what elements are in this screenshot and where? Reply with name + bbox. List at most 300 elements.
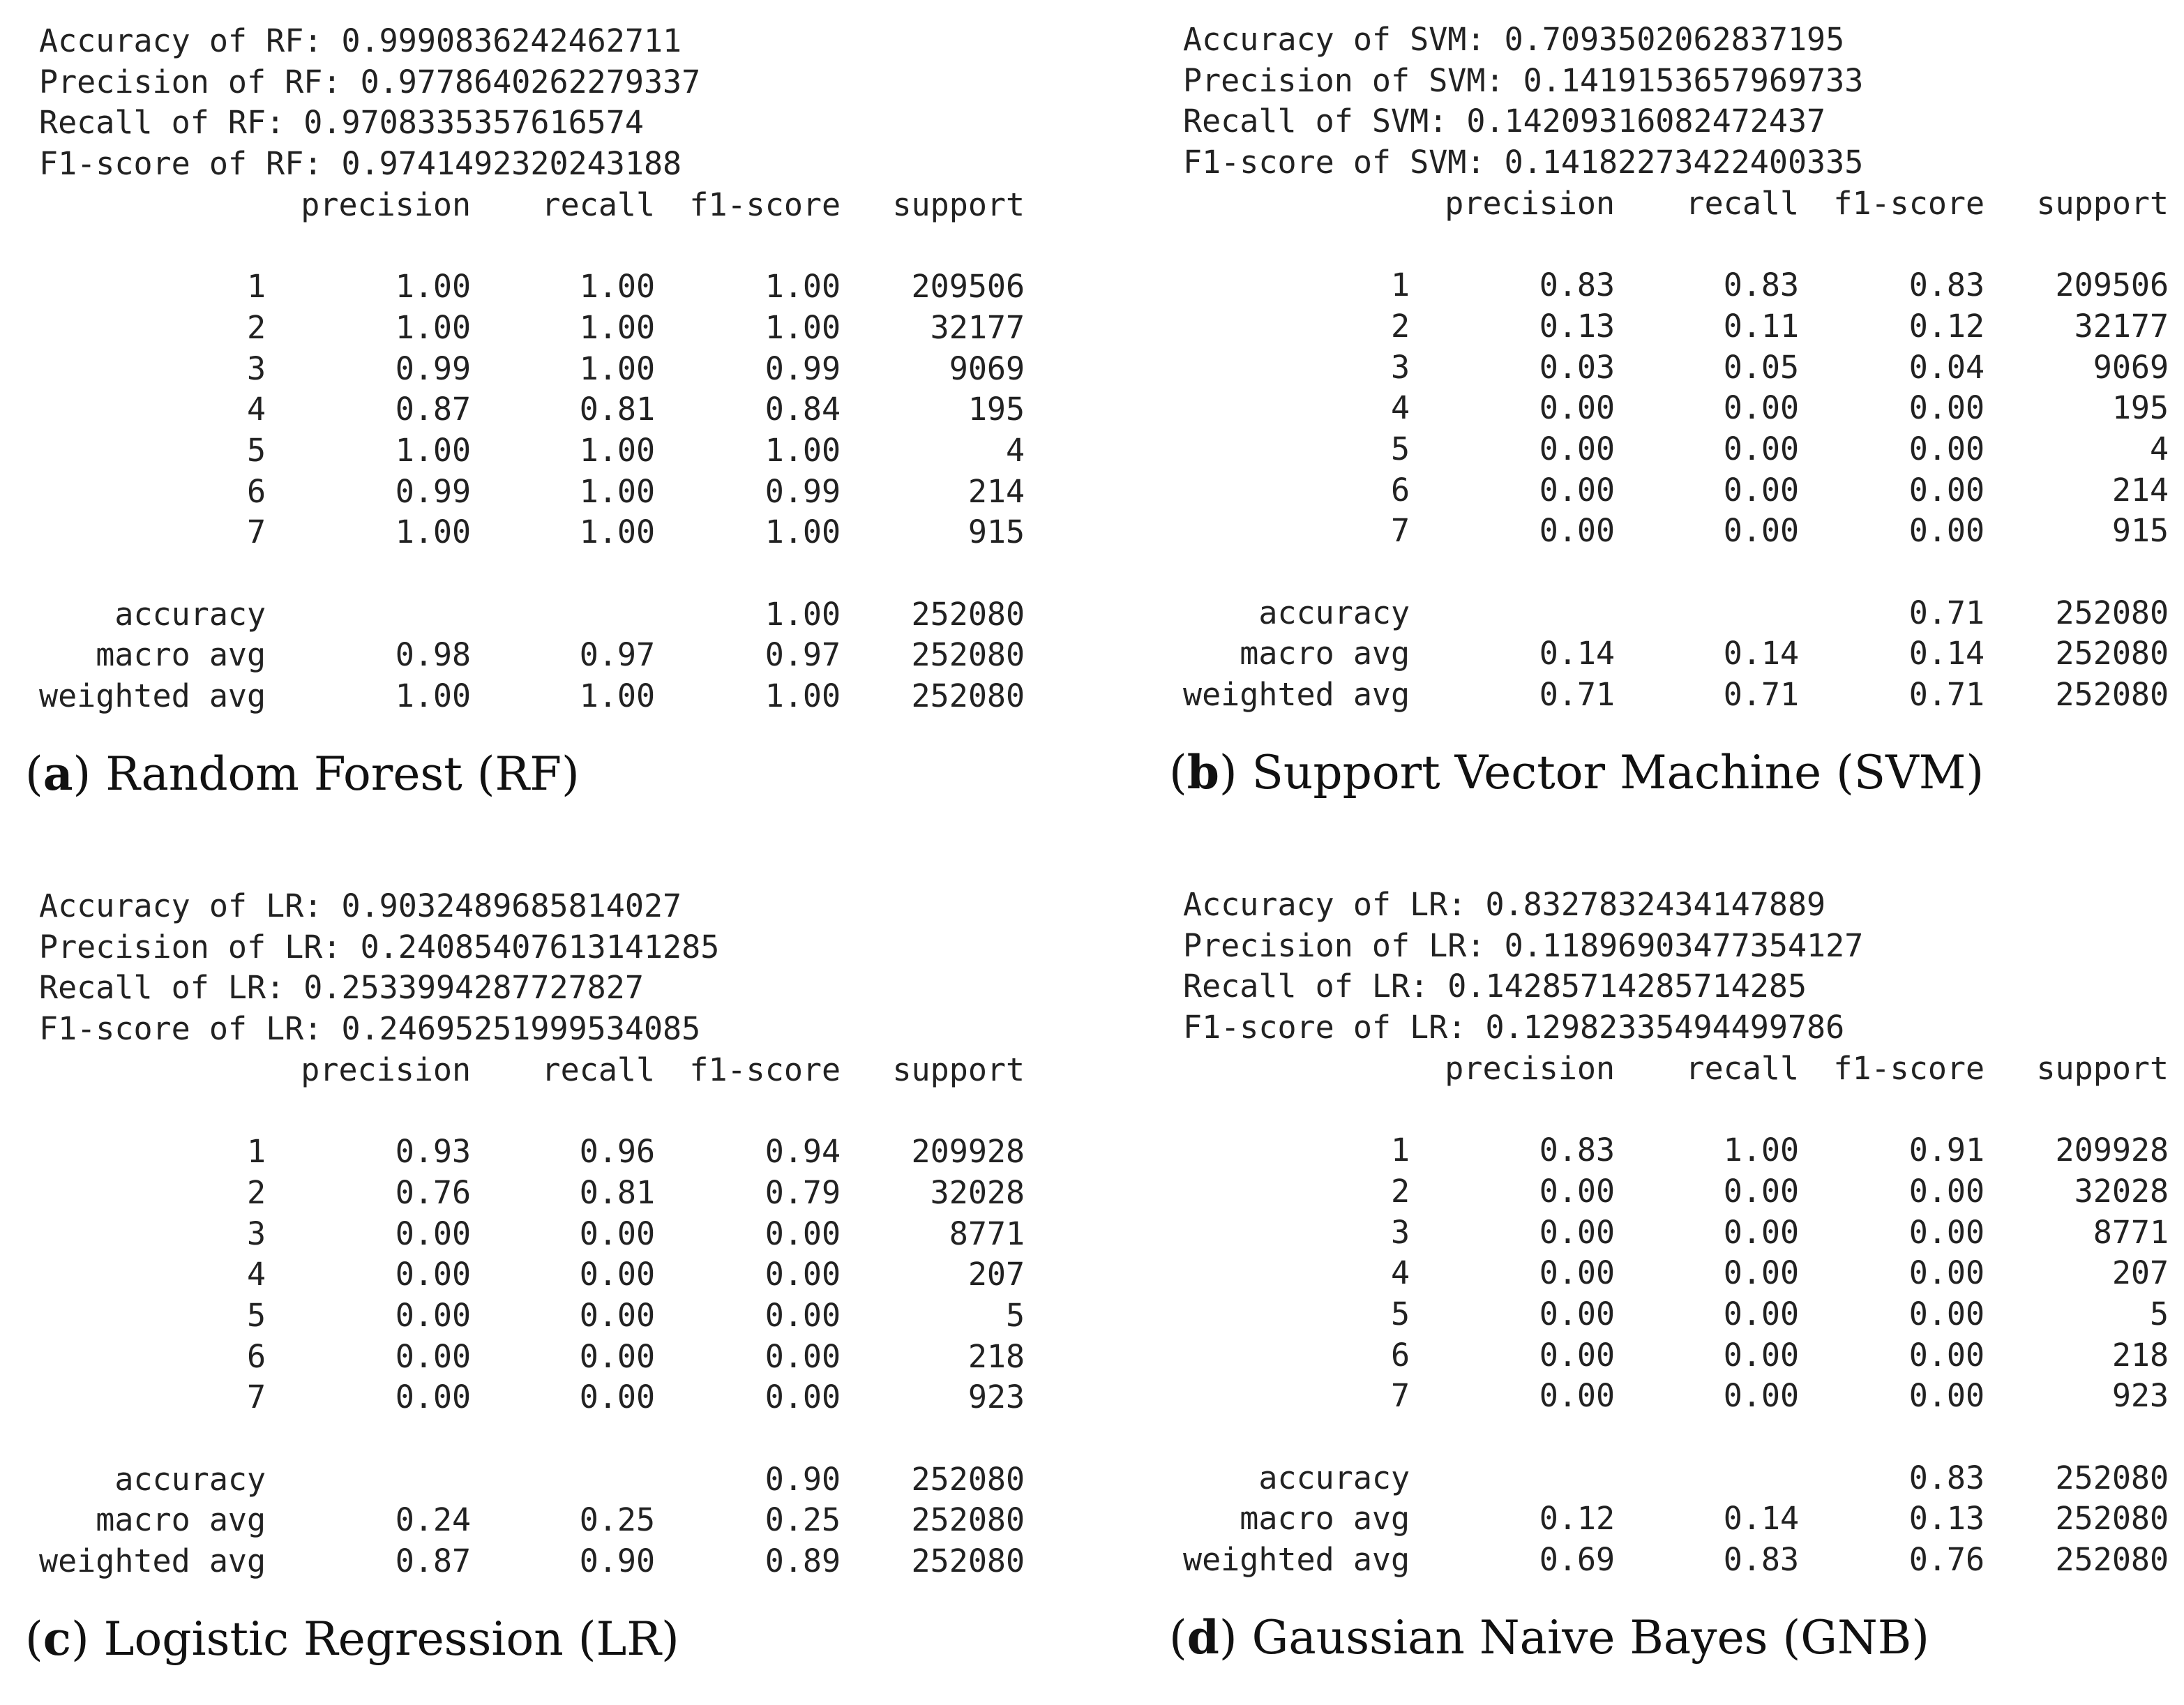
report-cell: 0.00 (1723, 471, 1800, 509)
report-cell: 207 (967, 1256, 1025, 1293)
report-cell: 0.83 (1539, 266, 1616, 304)
report-cell: 1.00 (579, 350, 656, 387)
report-cell (39, 185, 266, 226)
report-cell: 2 (1391, 307, 1410, 345)
console-output (39, 886, 1025, 1582)
report-cell: support (2036, 1049, 2169, 1087)
class-row (1183, 1294, 2169, 1335)
report-cell: 5 (1006, 1296, 1025, 1334)
class-row (39, 1214, 1025, 1255)
report-cell: 1.00 (395, 677, 472, 715)
report-cell: 0.25 (579, 1501, 656, 1539)
panel-caption: (a) Random Forest (RF) (25, 746, 580, 801)
class-row (1183, 265, 2169, 306)
report-cell: macro avg (1240, 1500, 1410, 1538)
report-cell: 5 (1391, 430, 1410, 467)
report-cell: 0.71 (1723, 676, 1800, 714)
report-cell: 0.76 (395, 1173, 472, 1211)
report-cell: 2 (1391, 1172, 1410, 1210)
blank-line (39, 553, 1025, 594)
report-cell: 252080 (2055, 676, 2169, 714)
report-cell: 0.00 (1723, 389, 1800, 427)
class-row (39, 472, 1025, 513)
panel-svm (1169, 20, 2184, 799)
report-cell: 0.00 (1539, 1336, 1616, 1374)
average-row (1183, 633, 2169, 675)
report-cell: 9069 (2093, 348, 2169, 386)
report-cell: 5 (2150, 1295, 2169, 1332)
report-cell: 0.90 (765, 1460, 841, 1498)
report-cell: 2 (247, 308, 266, 346)
report-cell: 0.99 (395, 472, 472, 510)
report-header-row (1183, 1049, 2169, 1090)
report-cell: 0.00 (395, 1296, 472, 1334)
blank-line (39, 225, 1025, 266)
report-cell: 0.99 (765, 472, 841, 510)
report-cell: 214 (2111, 471, 2169, 509)
report-cell: 0.14 (1723, 1500, 1800, 1538)
panel-lr (25, 886, 1092, 1666)
report-cell: 1.00 (579, 472, 656, 510)
report-cell: 1.00 (395, 431, 472, 469)
classification-report (1183, 1049, 2169, 1581)
report-cell: 252080 (2055, 1500, 2169, 1538)
class-row (39, 1377, 1025, 1418)
class-row (1183, 1253, 2169, 1294)
console-output (1183, 885, 2169, 1581)
report-cell: 1 (247, 1133, 266, 1171)
report-cell: 1 (1391, 1132, 1410, 1169)
report-cell: 0.04 (1908, 348, 1985, 386)
report-cell: 4 (247, 391, 266, 428)
report-cell: 0.00 (1539, 471, 1616, 509)
report-cell (1183, 1049, 1410, 1090)
report-cell: 0.00 (1908, 1213, 1985, 1251)
report-cell: 0.93 (395, 1133, 472, 1171)
report-cell: f1-score (689, 186, 841, 223)
report-cell: 1.00 (765, 677, 841, 715)
report-cell: 0.00 (395, 1256, 472, 1293)
report-cell: 4 (247, 1256, 266, 1293)
report-cell: 0.71 (1539, 676, 1616, 714)
report-cell: 0.69 (1539, 1541, 1616, 1579)
report-cell: 4 (1006, 431, 1025, 469)
report-cell: 0.00 (579, 1296, 656, 1334)
average-row (39, 635, 1025, 676)
class-row (39, 1295, 1025, 1337)
panel-rf (25, 21, 1092, 801)
report-cell: 0.00 (1723, 1254, 1800, 1292)
report-cell: 1.00 (765, 595, 841, 633)
report-cell: 0.00 (579, 1215, 656, 1252)
report-cell: weighted avg (1183, 1541, 1410, 1579)
report-cell: 32028 (930, 1173, 1025, 1211)
report-cell: 4 (1391, 1254, 1410, 1292)
report-cell: 0.79 (765, 1173, 841, 1211)
report-cell: 0.00 (1908, 471, 1985, 509)
report-cell (1410, 593, 1615, 634)
report-cell: 6 (1391, 471, 1410, 509)
average-row (39, 594, 1025, 636)
caption-letter: a (43, 746, 73, 801)
class-row (39, 266, 1025, 308)
report-cell: 1.00 (579, 308, 656, 346)
report-cell (266, 1459, 471, 1501)
report-cell: precision (301, 186, 472, 223)
class-row (1183, 470, 2169, 511)
report-cell: 0.91 (1908, 1132, 1985, 1169)
panel-caption: (d) Gaussian Naive Bayes (GNB) (1169, 1610, 1929, 1665)
report-cell: precision (1445, 184, 1616, 222)
report-cell: recall (1685, 184, 1800, 222)
report-cell: 1.00 (579, 677, 656, 715)
report-cell: 1.00 (765, 308, 841, 346)
report-cell: 3 (247, 1215, 266, 1252)
report-cell: 0.14 (1908, 635, 1985, 673)
report-cell: 0.81 (579, 1173, 656, 1211)
metric-summary-line: Recall of LR: 0.2533994287727827 (39, 969, 644, 1007)
average-row (1183, 1499, 2169, 1540)
blank-cell (1183, 1089, 2169, 1130)
report-cell: 6 (1391, 1336, 1410, 1374)
console-output (1183, 20, 2169, 716)
report-cell: 0.00 (395, 1215, 472, 1252)
report-cell: 0.00 (1723, 512, 1800, 550)
report-cell: 8771 (949, 1215, 1025, 1252)
class-row (1183, 1130, 2169, 1171)
class-row (1183, 1212, 2169, 1254)
metric-summary-line: Accuracy of LR: 0.8327832434147889 (1183, 886, 1826, 923)
report-cell: 0.83 (1723, 266, 1800, 304)
panel-gnb (1169, 885, 2184, 1665)
blank-line (39, 1090, 1025, 1132)
report-cell: 0.00 (579, 1256, 656, 1293)
report-cell: 0.00 (765, 1337, 841, 1375)
report-cell: 0.97 (765, 636, 841, 674)
report-cell: 5 (247, 431, 266, 469)
metric-summary-line: Recall of LR: 0.14285714285714285 (1183, 968, 1807, 1005)
report-cell: 1.00 (395, 308, 472, 346)
blank-cell (1183, 224, 2169, 265)
class-row (39, 512, 1025, 553)
report-cell: 1.00 (765, 513, 841, 551)
class-row (39, 1173, 1025, 1214)
panel-caption: (b) Support Vector Machine (SVM) (1169, 745, 1985, 799)
report-cell: 0.25 (765, 1501, 841, 1539)
report-cell: 7 (247, 1379, 266, 1416)
metric-summary-line: Precision of LR: 0.11896903477354127 (1183, 926, 1864, 964)
report-cell: 0.00 (1539, 1213, 1616, 1251)
report-cell: 0.00 (1908, 512, 1985, 550)
report-cell: 32177 (2074, 307, 2169, 345)
report-cell: 0.00 (1908, 1377, 1985, 1415)
metric-summary-line: F1-score of RF: 0.9741492320243188 (39, 145, 682, 183)
report-cell: 0.99 (765, 350, 841, 387)
report-cell (1615, 1458, 1799, 1499)
blank-cell (1183, 552, 2169, 593)
report-header-row (1183, 183, 2169, 225)
report-cell: 0.00 (1539, 1295, 1616, 1332)
report-cell: 915 (2111, 512, 2169, 550)
report-cell: macro avg (1240, 635, 1410, 673)
class-row (1183, 511, 2169, 552)
report-cell: 0.83 (1908, 1459, 1985, 1496)
report-cell: 32028 (2074, 1172, 2169, 1210)
report-cell: 7 (1391, 1377, 1410, 1415)
report-cell: 0.00 (765, 1215, 841, 1252)
report-cell: 0.00 (579, 1337, 656, 1375)
report-cell: 0.87 (395, 1542, 472, 1580)
report-cell: 9069 (949, 350, 1025, 387)
report-cell: 4 (2150, 430, 2169, 467)
class-row (39, 349, 1025, 390)
report-cell: 0.83 (1908, 266, 1985, 304)
report-cell: 0.11 (1723, 307, 1800, 345)
average-row (1183, 1540, 2169, 1581)
report-cell: 0.96 (579, 1133, 656, 1171)
caption-letter: c (43, 1612, 71, 1666)
report-cell: 8771 (2093, 1213, 2169, 1251)
report-cell: accuracy (1258, 1459, 1410, 1496)
report-cell: 214 (967, 472, 1025, 510)
report-cell: 252080 (2055, 1541, 2169, 1579)
report-cell: 0.00 (1908, 389, 1985, 427)
report-cell: 0.00 (1539, 1377, 1616, 1415)
average-row (39, 1541, 1025, 1582)
report-cell: 0.14 (1723, 635, 1800, 673)
blank-line (1183, 1089, 2169, 1130)
report-cell: 0.24 (395, 1501, 472, 1539)
report-cell: 0.87 (395, 391, 472, 428)
metric-summary-line: Accuracy of LR: 0.9032489685814027 (39, 887, 682, 924)
report-cell: 1.00 (579, 431, 656, 469)
report-cell: 0.89 (765, 1542, 841, 1580)
report-cell: 0.00 (765, 1296, 841, 1334)
caption-letter: b (1187, 745, 1219, 799)
blank-cell (39, 225, 1025, 266)
report-cell (266, 594, 471, 636)
report-cell: 6 (247, 472, 266, 510)
report-cell (1410, 1458, 1615, 1499)
report-cell: 0.84 (765, 391, 841, 428)
report-cell: 3 (247, 350, 266, 387)
class-row (39, 1254, 1025, 1295)
report-cell: 207 (2111, 1254, 2169, 1292)
report-cell: 3 (1391, 348, 1410, 386)
report-cell: 0.00 (1723, 1213, 1800, 1251)
report-cell: f1-score (1833, 184, 1985, 222)
metric-summary-line: Precision of RF: 0.9778640262279337 (39, 63, 701, 100)
report-cell: 218 (967, 1337, 1025, 1375)
blank-cell (39, 1418, 1025, 1459)
report-cell: 3 (1391, 1213, 1410, 1251)
metric-summary-line: Recall of SVM: 0.14209316082472437 (1183, 103, 1826, 140)
blank-line (1183, 224, 2169, 265)
blank-line (39, 1418, 1025, 1459)
class-row (1183, 429, 2169, 470)
report-cell: 0.00 (1723, 1172, 1800, 1210)
report-cell: 32177 (930, 308, 1025, 346)
report-cell: 0.00 (1908, 1336, 1985, 1374)
report-cell: 252080 (911, 1460, 1025, 1498)
report-cell: 0.00 (1723, 1336, 1800, 1374)
report-cell: 0.00 (579, 1379, 656, 1416)
report-cell: 0.00 (395, 1337, 472, 1375)
class-row (1183, 306, 2169, 347)
report-cell: 0.12 (1539, 1500, 1616, 1538)
report-cell: 1.00 (395, 513, 472, 551)
report-cell: 1 (247, 268, 266, 306)
report-header-row (39, 1050, 1025, 1091)
report-cell: 923 (967, 1379, 1025, 1416)
report-cell: 0.00 (1539, 512, 1616, 550)
report-cell: 0.83 (1539, 1132, 1616, 1169)
report-cell: 252080 (911, 677, 1025, 715)
report-cell: 0.14 (1539, 635, 1616, 673)
report-cell (471, 594, 655, 636)
report-cell: 1 (1391, 266, 1410, 304)
class-row (1183, 1335, 2169, 1376)
blank-cell (39, 553, 1025, 594)
report-header-row (39, 185, 1025, 226)
report-cell: weighted avg (39, 1542, 266, 1580)
report-cell: 195 (967, 391, 1025, 428)
report-cell: 0.00 (1723, 1377, 1800, 1415)
average-row (39, 1459, 1025, 1501)
report-cell: macro avg (96, 636, 266, 674)
report-cell: weighted avg (1183, 676, 1410, 714)
classification-report (39, 185, 1025, 717)
report-cell: 1.00 (395, 268, 472, 306)
metric-summary-line: Recall of RF: 0.9708335357616574 (39, 104, 644, 142)
class-row (1183, 347, 2169, 389)
report-cell: support (892, 1051, 1025, 1088)
blank-line (1183, 552, 2169, 593)
report-cell: 0.81 (579, 391, 656, 428)
report-cell: 252080 (2055, 635, 2169, 673)
caption-letter: d (1187, 1610, 1219, 1665)
metric-summary-line: F1-score of LR: 0.12982335494499786 (1183, 1009, 1845, 1046)
report-cell: 1.00 (579, 268, 656, 306)
report-cell: 0.97 (579, 636, 656, 674)
blank-cell (1183, 1417, 2169, 1458)
report-cell: 0.00 (1723, 430, 1800, 467)
report-cell: recall (1685, 1049, 1800, 1087)
metric-summary-line: Accuracy of RF: 0.9990836242462711 (39, 22, 682, 59)
report-cell: accuracy (114, 1460, 266, 1498)
report-cell: 0.00 (1539, 389, 1616, 427)
report-cell: 252080 (911, 636, 1025, 674)
report-cell: 0.00 (1908, 1295, 1985, 1332)
report-cell: 0.05 (1723, 348, 1800, 386)
report-cell: 0.90 (579, 1542, 656, 1580)
report-cell: precision (1445, 1049, 1616, 1087)
report-cell: 0.00 (765, 1256, 841, 1293)
report-cell: 209928 (911, 1133, 1025, 1171)
report-cell: 1.00 (765, 268, 841, 306)
report-cell: 252080 (911, 1501, 1025, 1539)
class-row (1183, 1376, 2169, 1417)
caption-text: Random Forest (RF) (105, 747, 580, 801)
report-cell: 0.99 (395, 350, 472, 387)
class-row (39, 1132, 1025, 1173)
report-cell: 0.13 (1539, 307, 1616, 345)
report-cell: f1-score (689, 1051, 841, 1088)
report-cell (39, 1050, 266, 1091)
report-cell: support (2036, 184, 2169, 222)
blank-cell (39, 1090, 1025, 1132)
report-cell: 195 (2111, 389, 2169, 427)
average-row (39, 1500, 1025, 1541)
console-output (39, 21, 1025, 717)
report-cell: 0.12 (1908, 307, 1985, 345)
report-cell: f1-score (1833, 1049, 1985, 1087)
class-row (39, 389, 1025, 430)
metric-summary-line: Precision of LR: 0.24085407613141285 (39, 928, 720, 966)
report-cell: 209506 (911, 268, 1025, 306)
report-cell: accuracy (114, 595, 266, 633)
report-cell: 252080 (911, 1542, 1025, 1580)
classification-report (39, 1050, 1025, 1582)
report-cell (1615, 593, 1799, 634)
report-cell (1183, 183, 1410, 225)
report-cell: 252080 (2055, 594, 2169, 631)
report-cell: 5 (1391, 1295, 1410, 1332)
report-cell: 0.00 (1539, 1254, 1616, 1292)
average-row (1183, 593, 2169, 634)
report-cell: 209928 (2055, 1132, 2169, 1169)
report-cell: 1.00 (1723, 1132, 1800, 1169)
metric-summary-line: F1-score of LR: 0.24695251999534085 (39, 1010, 701, 1048)
average-row (1183, 675, 2169, 716)
report-cell: 923 (2111, 1377, 2169, 1415)
report-cell: 6 (247, 1337, 266, 1375)
report-cell: 4 (1391, 389, 1410, 427)
metric-summary-line: Accuracy of SVM: 0.7093502062837195 (1183, 21, 1845, 58)
report-cell: 209506 (2055, 266, 2169, 304)
class-row (1183, 1171, 2169, 1212)
report-cell: 0.00 (395, 1379, 472, 1416)
report-cell: 7 (1391, 512, 1410, 550)
report-cell: 1.00 (579, 513, 656, 551)
report-cell: 1.00 (765, 431, 841, 469)
report-cell: 0.00 (1723, 1295, 1800, 1332)
report-cell: 0.71 (1908, 594, 1985, 631)
report-cell: 0.94 (765, 1133, 841, 1171)
report-cell: 252080 (911, 595, 1025, 633)
report-cell: 0.13 (1908, 1500, 1985, 1538)
report-cell: 0.03 (1539, 348, 1616, 386)
report-cell: 7 (247, 513, 266, 551)
report-cell: recall (541, 186, 656, 223)
report-cell: 0.00 (1539, 1172, 1616, 1210)
report-cell: 2 (247, 1173, 266, 1211)
class-row (1183, 388, 2169, 429)
report-cell: recall (541, 1051, 656, 1088)
class-row (39, 430, 1025, 472)
report-cell: 0.71 (1908, 676, 1985, 714)
report-cell: 0.00 (1908, 1172, 1985, 1210)
report-cell: 0.00 (1908, 1254, 1985, 1292)
report-cell: 218 (2111, 1336, 2169, 1374)
report-cell: 0.76 (1908, 1541, 1985, 1579)
caption-text: Gaussian Naive Bayes (GNB) (1251, 1611, 1929, 1665)
report-cell: 5 (247, 1296, 266, 1334)
report-cell: 0.98 (395, 636, 472, 674)
caption-text: Logistic Regression (LR) (103, 1612, 679, 1666)
class-row (39, 1337, 1025, 1378)
class-row (39, 308, 1025, 349)
